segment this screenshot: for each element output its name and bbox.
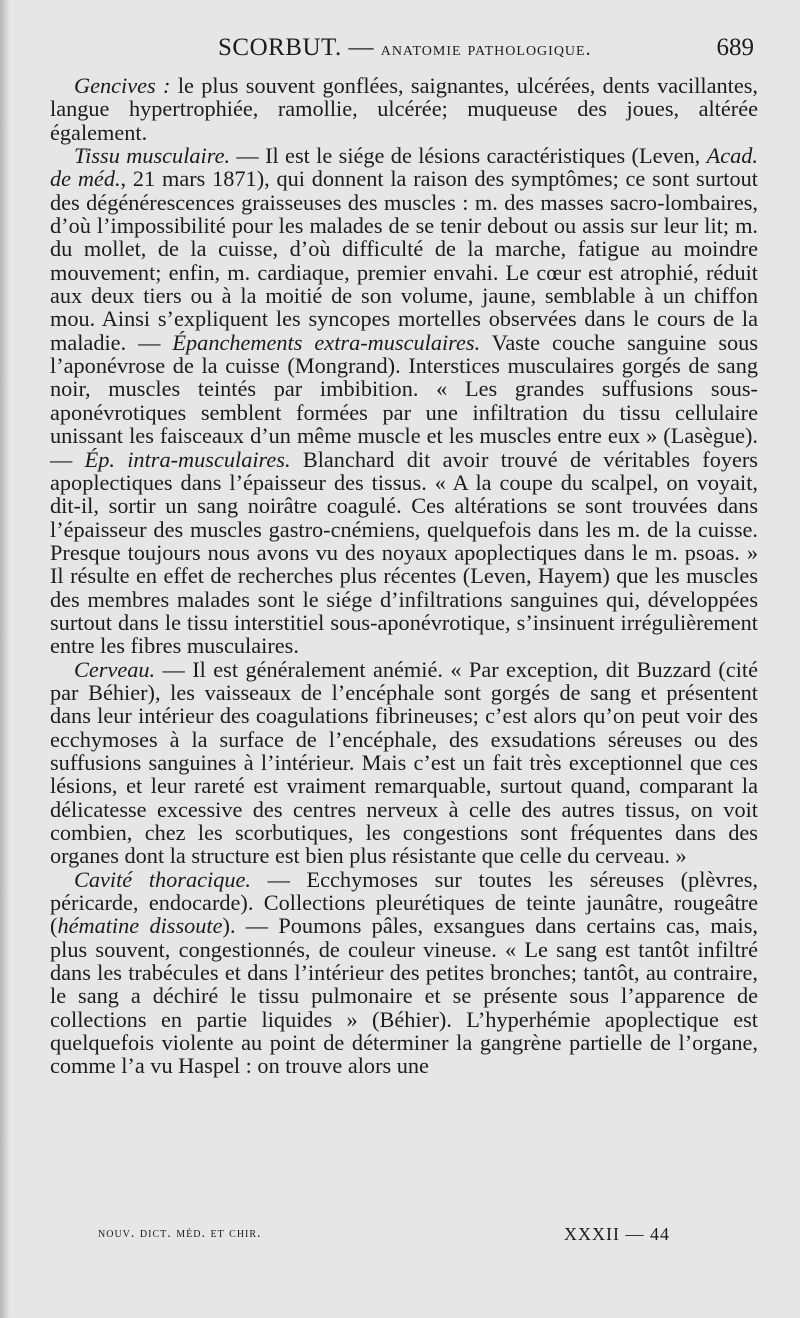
page-body bbox=[50, 74, 758, 1078]
paragraph-cerveau bbox=[50, 658, 758, 868]
paragraph-text: — Il est le siége de lésions caractéristiques (Leven, bbox=[230, 143, 707, 169]
paragraph-heading: Tissu musculaire. bbox=[74, 143, 231, 169]
subheading-intra-musculaires: Ép. intra-musculaires. bbox=[84, 446, 291, 472]
running-head bbox=[50, 34, 754, 70]
paragraph-heading: Cerveau. bbox=[74, 656, 156, 682]
paragraph-cavite-thoracique bbox=[50, 868, 758, 1078]
paragraph-text: ). — Poumons pâles, exsangues dans certains cas, mais, plus souvent, congestionnés, de couleur vineuse. « Le sang est tantôt infiltré dans les trabécules et dans l’intérieur des petites bronches; tantôt, au contraire, le sang a déchiré le tissu pulmonaire et se présente sous l’apparence de collections en partie liquides » (Béhier). L’hyperhémie apoplectique est quelquefois violente au point de déterminer la gangrène partielle de l’organe, comme l’a vu Haspel : on trouve alors une bbox=[50, 913, 759, 1079]
paragraph-text: , 21 mars 1871), qui donnent la raison des symptômes; ce sont surtout des dégénérescences graisseuses des muscles : m. des masses sacro-lombaires, d’où l’impossibilité pour les malades de se tenir debout ou assis sur leur lit; m. du mollet, de la cuisse, d’où difficulté de la marche, fatigue au moindre mouvement; enfin, m. cardiaque, premier envahi. Le cœur est atrophié, réduit aux deux tiers ou à la moitié de son volume, jaune, semblable à un chiffon mou. Ainsi s’expliquent les syncopes mortelles observées dans le cours de la maladie. — bbox=[50, 166, 758, 355]
page-number: 689 bbox=[716, 34, 754, 61]
citation-reference: Acad. de méd. bbox=[50, 143, 758, 192]
running-title-main: SCORBUT. — bbox=[218, 34, 374, 61]
paragraph-text: — Il est généralement anémié. « Par exception, dit Buzzard (cité par Béhier), les vaisseaux de l’encéphale sont gorgés de sang et présentent dans leur intérieur des coagulations fibrineuses; c’est alors qu’on peut voir des ecchymoses à la surface de l’encéphale, des exsudations séreuses ou des suffusions sanguines à l’intérieur. Mais c’est un fait très exceptionnel que ces lésions, et leur rareté est vraiment remarquable, surtout quand, comparant la délicatesse excessive des centres nerveux à celle des autres tissus, on voit combien, chez les scorbutiques, les congestions sont fréquentes dans des organes dont la structure est bien plus résistante que celle du cerveau. » bbox=[50, 656, 758, 869]
running-title bbox=[218, 34, 592, 62]
paragraph-text: Vaste couche sanguine sous l’aponévrose de la cuisse (Mongrand). Interstices musculaires gorgés de sang noir, muscles teintés par imbibition. « Les grandes suffusions sous-aponévrotiques semblent formées par une infiltration du tissu cellulaire unissant les faisceaux d’un même muscle et les muscles entre eux » (Lasègue). — bbox=[50, 329, 758, 472]
italic-term: hématine dissoute bbox=[57, 913, 223, 939]
paragraph-text: le plus souvent gonflées, saignantes, ulcérées, dents vacillantes, langue hypertrophiée, ramollie, ulcérée; muqueuse des joues, altérée également. bbox=[50, 73, 758, 145]
paragraph-heading: Gencives : bbox=[74, 73, 171, 98]
running-title-section: anatomie pathologique. bbox=[380, 38, 592, 60]
paragraph-gencives bbox=[50, 74, 758, 144]
paragraph-heading: Cavité thoracique. bbox=[74, 866, 251, 892]
paragraph-text: — Ecchymoses sur toutes les séreuses (plèvres, péricarde, endocarde). Collections pleurétiques de teinte jaunâtre, rougeâtre ( bbox=[50, 866, 759, 939]
paragraph-tissu-musculaire bbox=[50, 144, 758, 658]
paragraph-text: Blanchard dit avoir trouvé de véritables foyers apoplectiques dans l’épaisseur des tissus. « A la coupe du scalpel, on voyait, dit-il, sortir un sang noirâtre coagulé. Ces altérations se sont trouvées dans l’épaisseur des muscles gastro-cnémiens, quelquefois dans les m. de la cuisse. Presque toujours nous avons vu des noyaux apoplectiques dans le m. psoas. » Il résulte en effet de recherches plus récentes (Leven, Hayem) que les muscles des membres malades sont le siége d’infiltrations sanguines qui, développées surtout dans le tissu interstitiel sous-aponévrotique, s’insinuent irrégulièrement entre les fibres musculaires. bbox=[50, 446, 758, 659]
footer-signature: XXXII — 44 bbox=[564, 1224, 670, 1244]
footer-book-title: nouv. dict. méd. et chir. bbox=[98, 1226, 262, 1241]
subheading-epanchements: Épanchements extra-musculaires. bbox=[172, 329, 481, 355]
page-footer bbox=[50, 1226, 754, 1250]
